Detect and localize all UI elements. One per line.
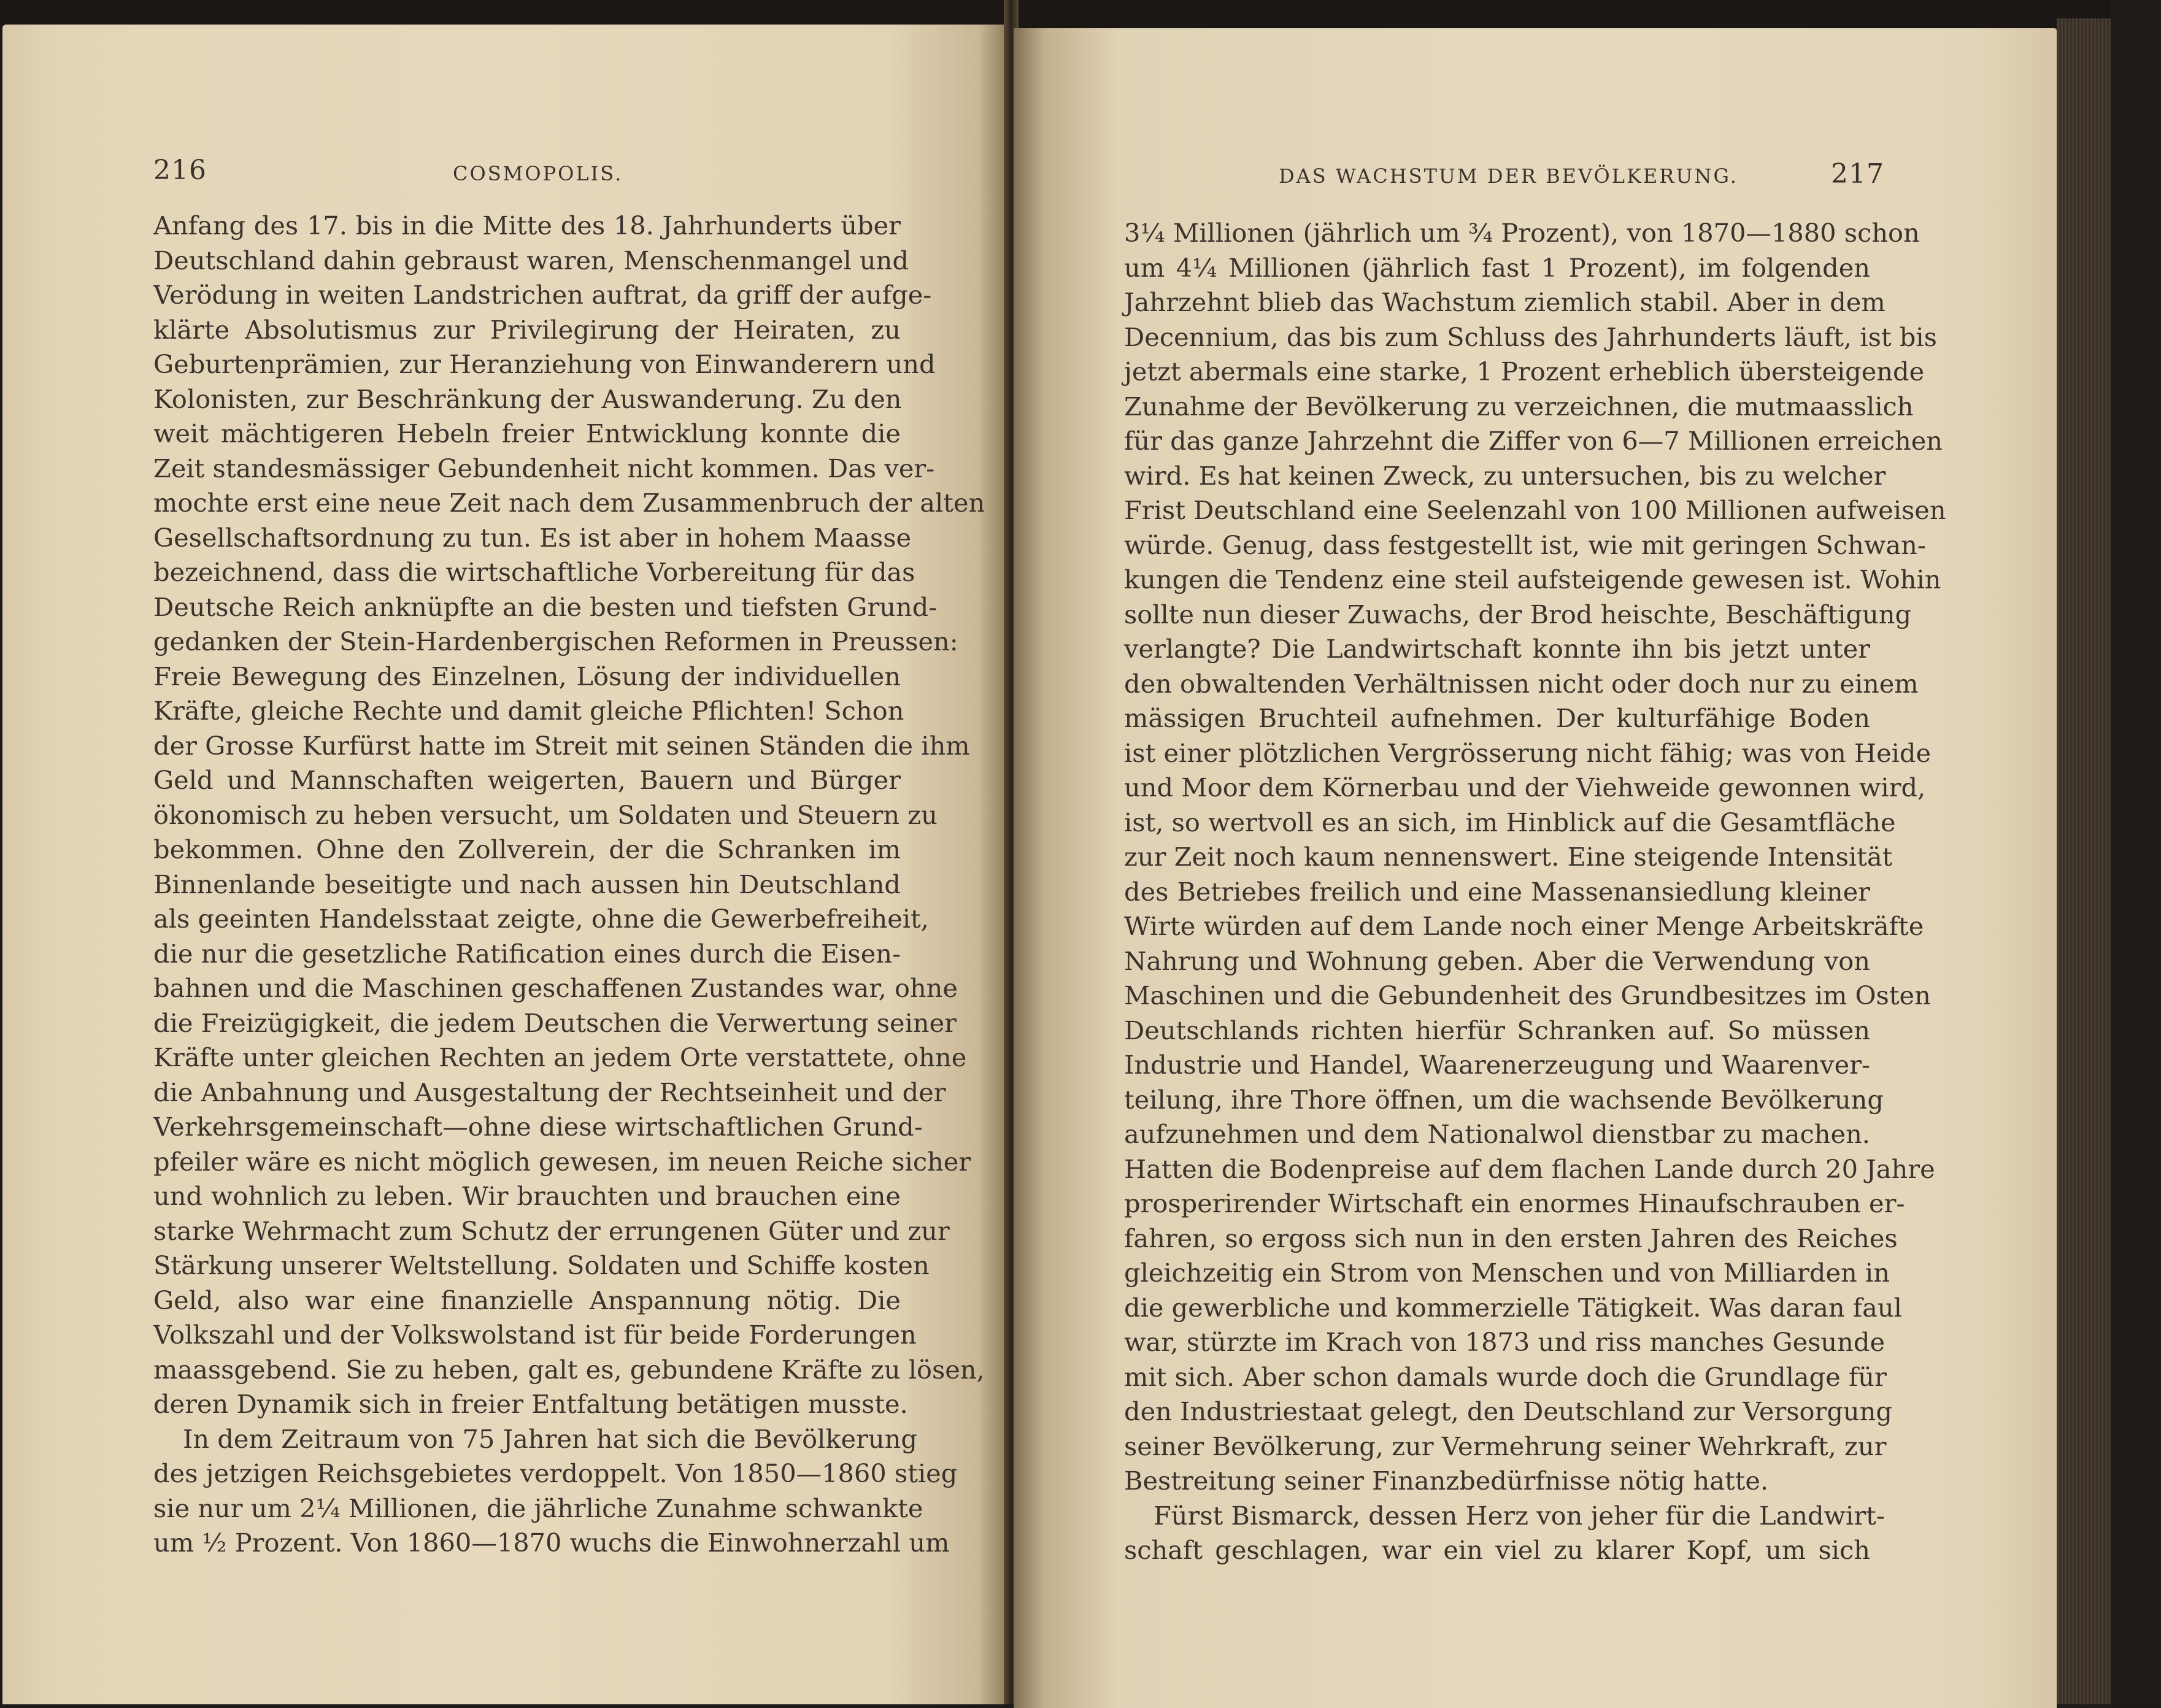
text-line: seiner Bevölkerung, zur Vermehrung seiner Wehrkraft, zur	[1124, 1431, 1887, 1461]
text-line: Kräfte, gleiche Rechte und damit gleiche Pflichten! Schon	[153, 696, 904, 726]
text-line: gedanken der Stein-Hardenbergischen Reformen in Preussen:	[153, 626, 958, 656]
text-line: ökonomisch zu heben versucht, um Soldaten und Steuern zu	[153, 799, 938, 830]
text-line: Hatten die Bodenpreise auf dem flachen Lande durch 20 Jahre	[1124, 1153, 1935, 1184]
text-line: Kräfte unter gleichen Rechten an jedem Orte verstattete, ohne	[153, 1042, 967, 1072]
text-line: der Grosse Kurfürst hatte im Streit mit seinen Ständen die ihm	[153, 730, 970, 761]
text-line: Binnenlande beseitigte und nach aussen hin Deutschland	[153, 869, 901, 899]
text-line: um ½ Prozent. Von 1860—1870 wuchs die Einwohnerzahl um	[153, 1528, 950, 1558]
text-line: den obwaltenden Verhältnissen nicht oder doch nur zu einem	[1124, 668, 1919, 699]
text-line: würde. Genug, dass festgestellt ist, wie mit geringen Schwan-	[1124, 529, 1926, 560]
text-line: als geeinten Handelsstaat zeigte, ohne die Gewerbefreiheit,	[153, 904, 929, 934]
text-line: Deutschland dahin gebraust waren, Menschenmangel und	[153, 245, 909, 275]
text-line: Deutsche Reich anknüpfte an die besten und tiefsten Grund-	[153, 591, 938, 622]
text-line: Freie Bewegung des Einzelnen, Lösung der individuellen	[153, 661, 901, 691]
text-line: Kolonisten, zur Beschränkung der Auswanderung. Zu den	[153, 383, 902, 414]
text-line: bahnen und die Maschinen geschaffenen Zustandes war, ohne	[153, 973, 958, 1003]
text-line: mit sich. Aber schon damals wurde doch die Grundlage für	[1124, 1361, 1887, 1392]
text-line: gleichzeitig ein Strom von Menschen und von Milliarden in	[1124, 1258, 1890, 1288]
book-cover-edge	[2111, 0, 2161, 1704]
text-line: zur Zeit noch kaum nennenswert. Eine steigende Intensität	[1124, 842, 1893, 872]
text-line: sie nur um 2¼ Millionen, die jährliche Zunahme schwankte	[153, 1493, 923, 1523]
text-line: Bestreitung seiner Finanzbedürfnisse nötig hatte.	[1124, 1466, 1769, 1496]
left-running-head: COSMOPOLIS.	[453, 162, 623, 185]
text-line: sollte nun dieser Zuwachs, der Brod heischte, Beschäftigung	[1124, 599, 1912, 629]
text-line: Zeit standesmässiger Gebundenheit nicht kommen. Das ver-	[153, 453, 935, 483]
text-line: Maschinen und die Gebundenheit des Grundbesitzes im Osten	[1124, 980, 1931, 1010]
text-line: Anfang des 17. bis in die Mitte des 18. Jahrhunderts über	[153, 210, 901, 240]
text-line: und wohnlich zu leben. Wir brauchten und brauchen eine	[153, 1181, 901, 1211]
text-line: des jetzigen Reichsgebietes verdoppelt. Von 1850—1860 stieg	[153, 1458, 958, 1488]
text-line: wird. Es hat keinen Zweck, zu untersuchen, bis zu welcher	[1124, 460, 1886, 491]
text-line: Verkehrsgemeinschaft—ohne diese wirtschaftlichen Grund-	[153, 1112, 923, 1142]
text-line: den Industriestaat gelegt, den Deutschland zur Versorgung	[1124, 1396, 1892, 1426]
text-line: bekommen. Ohne den Zollverein, der die Schranken im	[153, 834, 901, 864]
left-page	[2, 25, 1009, 1704]
right-page-number: 217	[1831, 158, 1884, 190]
text-line: 3¼ Millionen (jährlich um ¾ Prozent), von 1870—1880 schon	[1124, 218, 1920, 248]
text-line: kungen die Tendenz eine steil aufsteigende gewesen ist. Wohin	[1124, 564, 1941, 594]
text-line: verlangte? Die Landwirtschaft konnte ihn bis jetzt unter	[1124, 634, 1870, 664]
text-line: weit mächtigeren Hebeln freier Entwicklung konnte die	[153, 418, 901, 448]
text-line: Industrie und Handel, Waarenerzeugung und Waarenver-	[1124, 1050, 1870, 1080]
left-page-number: 216	[153, 155, 207, 186]
text-line: fahren, so ergoss sich nun in den ersten Jahren des Reiches	[1124, 1223, 1898, 1253]
text-line: deren Dynamik sich in freier Entfaltung betätigen musste.	[153, 1389, 908, 1419]
text-line: bezeichnend, dass die wirtschaftliche Vorbereitung für das	[153, 557, 915, 587]
text-line: war, stürzte im Krach von 1873 und riss manches Gesunde	[1124, 1327, 1886, 1357]
text-line: jetzt abermals eine starke, 1 Prozent erheblich übersteigende	[1124, 356, 1925, 387]
text-line: Wirte würden auf dem Lande noch einer Menge Arbeitskräfte	[1124, 911, 1924, 941]
text-line: Volkszahl und der Volkswolstand ist für beide Forderungen	[153, 1320, 917, 1350]
text-line: ist, so wertvoll es an sich, im Hinblick auf die Gesamtfläche	[1124, 807, 1896, 837]
text-line: um 4¼ Millionen (jährlich fast 1 Prozent), im folgenden	[1124, 252, 1870, 283]
text-line: starke Wehrmacht zum Schutz der errungenen Güter und zur	[153, 1215, 950, 1246]
right-running-head: DAS WACHSTUM DER BEVÖLKERUNG.	[1279, 164, 1738, 188]
text-line: pfeiler wäre es nicht möglich gewesen, im neuen Reiche sicher	[153, 1146, 971, 1177]
text-line: Gesellschaftsordnung zu tun. Es ist aber in hohem Maasse	[153, 522, 912, 553]
text-line: die gewerbliche und kommerzielle Tätigkeit. Was daran faul	[1124, 1292, 1902, 1323]
text-line: prosperirender Wirtschaft ein enormes Hinaufschrauben er-	[1124, 1188, 1905, 1218]
text-line: Verödung in weiten Landstrichen auftrat, da griff der aufge-	[153, 280, 932, 310]
text-line: Jahrzehnt blieb das Wachstum ziemlich stabil. Aber in dem	[1124, 287, 1886, 317]
text-line: Geld, also war eine finanzielle Anspannung nötig. Die	[153, 1285, 901, 1315]
text-line: Nahrung und Wohnung geben. Aber die Verwendung von	[1124, 945, 1870, 976]
text-line: klärte Absolutismus zur Privilegirung der Heiraten, zu	[153, 314, 901, 345]
text-line: aufzunehmen und dem Nationalwol dienstbar zu machen.	[1124, 1119, 1870, 1149]
text-line: ist einer plötzlichen Vergrösserung nicht fähig; was von Heide	[1124, 737, 1932, 768]
right-page	[1014, 28, 2057, 1708]
text-line: die Anbahnung und Ausgestaltung der Rechtseinheit und der	[153, 1077, 946, 1107]
text-line: maassgebend. Sie zu heben, galt es, gebundene Kräfte zu lösen,	[153, 1354, 985, 1385]
text-line: für das ganze Jahrzehnt die Ziffer von 6—7 Millionen erreichen	[1124, 426, 1943, 456]
text-line: des Betriebes freilich und eine Massenansiedlung kleiner	[1124, 876, 1870, 907]
text-line: Frist Deutschland eine Seelenzahl von 100 Millionen aufweisen	[1124, 495, 1946, 525]
text-line: und Moor dem Körnerbau und der Viehweide gewonnen wird,	[1124, 772, 1926, 802]
text-line: Geld und Mannschaften weigerten, Bauern und Bürger	[153, 765, 901, 795]
text-line: die nur die gesetzliche Ratification eines durch die Eisen-	[153, 938, 901, 969]
text-line: Zunahme der Bevölkerung zu verzeichnen, die mutmaasslich	[1124, 391, 1914, 421]
text-line: Fürst Bismarck, dessen Herz von jeher für die Landwirt-	[1154, 1500, 1885, 1531]
left-page-body	[153, 209, 985, 1561]
right-page-body	[1124, 216, 1946, 1568]
text-line: mochte erst eine neue Zeit nach dem Zusammenbruch der alten	[153, 488, 985, 518]
text-line: schaft geschlagen, war ein viel zu klarer Kopf, um sich	[1124, 1535, 1870, 1565]
text-line: mässigen Bruchteil aufnehmen. Der kulturfähige Boden	[1124, 703, 1870, 733]
text-line: die Freizügigkeit, die jedem Deutschen die Verwertung seiner	[153, 1007, 957, 1038]
text-line: Deutschlands richten hierfür Schranken auf. So müssen	[1124, 1015, 1870, 1045]
text-line: In dem Zeitraum von 75 Jahren hat sich die Bevölkerung	[183, 1423, 917, 1454]
text-line: teilung, ihre Thore öffnen, um die wachsende Bevölkerung	[1124, 1084, 1884, 1115]
text-line: Decennium, das bis zum Schluss des Jahrhunderts läuft, ist bis	[1124, 321, 1937, 352]
text-line: Geburtenprämien, zur Heranziehung von Einwanderern und	[153, 349, 936, 379]
text-line: Stärkung unserer Weltstellung. Soldaten und Schiffe kosten	[153, 1250, 930, 1280]
